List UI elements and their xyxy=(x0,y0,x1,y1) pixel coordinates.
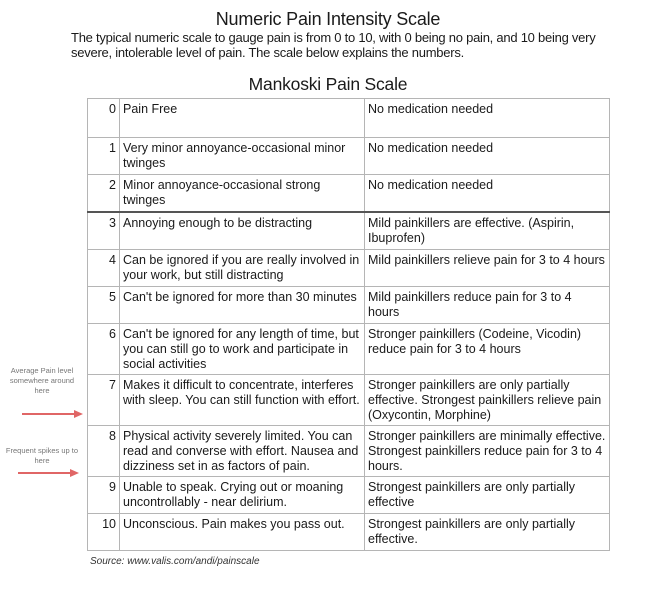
pain-level-cell: 10 xyxy=(88,514,120,551)
pain-level-cell: 4 xyxy=(88,250,120,287)
average-pain-note: Average Pain level somewhere around here xyxy=(9,366,75,395)
medication-cell: Strongest painkillers are only partially effective. xyxy=(365,514,610,551)
pain-level-cell: 1 xyxy=(88,138,120,175)
medication-cell: Stronger painkillers (Codeine, Vicodin) reduce pain for 3 to 4 hours xyxy=(365,324,610,375)
pain-level-cell: 9 xyxy=(88,477,120,514)
description-cell: Pain Free xyxy=(120,99,365,138)
medication-cell: Mild painkillers relieve pain for 3 to 4 hours xyxy=(365,250,610,287)
pain-level-cell: 5 xyxy=(88,287,120,324)
description-cell: Very minor annoyance-occasional minor twinges xyxy=(120,138,365,175)
medication-cell: Mild painkillers are effective. (Aspirin, Ibuprofen) xyxy=(365,212,610,250)
average-pain-arrow-icon xyxy=(20,409,84,419)
frequent-spikes-note: Frequent spikes up to here xyxy=(5,446,79,465)
page-title: Numeric Pain Intensity Scale xyxy=(215,9,441,29)
table-row xyxy=(88,375,610,426)
table-row xyxy=(88,324,610,375)
pain-level-cell: 0 xyxy=(88,99,120,138)
medication-cell: No medication needed xyxy=(365,99,610,138)
description-cell: Physical activity severely limited. You can read and converse with effort. Nausea and dizziness set in as factors of pain. xyxy=(120,426,365,477)
table-row xyxy=(88,250,610,287)
table-row xyxy=(88,138,610,175)
description-cell: Makes it difficult to concentrate, interferes with sleep. You can still function with effort. xyxy=(120,375,365,426)
medication-cell: No medication needed xyxy=(365,175,610,212)
table-row xyxy=(88,477,610,514)
medication-cell: Stronger painkillers are only partially effective. Strongest painkillers relieve pain (Oxycontin, Morphine) xyxy=(365,375,610,426)
medication-cell: No medication needed xyxy=(365,138,610,175)
description-cell: Can be ignored if you are really involved in your work, but still distracting xyxy=(120,250,365,287)
pain-scale-table xyxy=(87,98,610,551)
medication-cell: Strongest painkillers are only partially effective xyxy=(365,477,610,514)
table-row xyxy=(88,99,610,138)
table-row xyxy=(88,212,610,250)
table-row xyxy=(88,426,610,477)
intro-paragraph: The typical numeric scale to gauge pain is from 0 to 10, with 0 being no pain, and 10 being very severe, intolerable level of pain. The scale below explains the numbers. xyxy=(71,30,596,60)
table-title: Mankoski Pain Scale xyxy=(248,74,408,94)
description-cell: Annoying enough to be distracting xyxy=(120,212,365,250)
pain-level-cell: 3 xyxy=(88,212,120,250)
description-cell: Can't be ignored for any length of time, but you can still go to work and participate in social activities xyxy=(120,324,365,375)
medication-cell: Stronger painkillers are minimally effective. Strongest painkillers reduce pain for 3 to 4 hours. xyxy=(365,426,610,477)
table-row xyxy=(88,175,610,212)
pain-level-cell: 2 xyxy=(88,175,120,212)
pain-level-cell: 7 xyxy=(88,375,120,426)
table-row xyxy=(88,514,610,551)
source-citation: Source: www.valis.com/andi/painscale xyxy=(90,556,260,567)
pain-level-cell: 8 xyxy=(88,426,120,477)
table-row xyxy=(88,287,610,324)
description-cell: Unable to speak. Crying out or moaning uncontrollably - near delirium. xyxy=(120,477,365,514)
medication-cell: Mild painkillers reduce pain for 3 to 4 hours xyxy=(365,287,610,324)
description-cell: Unconscious. Pain makes you pass out. xyxy=(120,514,365,551)
description-cell: Minor annoyance-occasional strong twinges xyxy=(120,175,365,212)
description-cell: Can't be ignored for more than 30 minutes xyxy=(120,287,365,324)
frequent-spikes-arrow-icon xyxy=(16,468,80,478)
pain-level-cell: 6 xyxy=(88,324,120,375)
